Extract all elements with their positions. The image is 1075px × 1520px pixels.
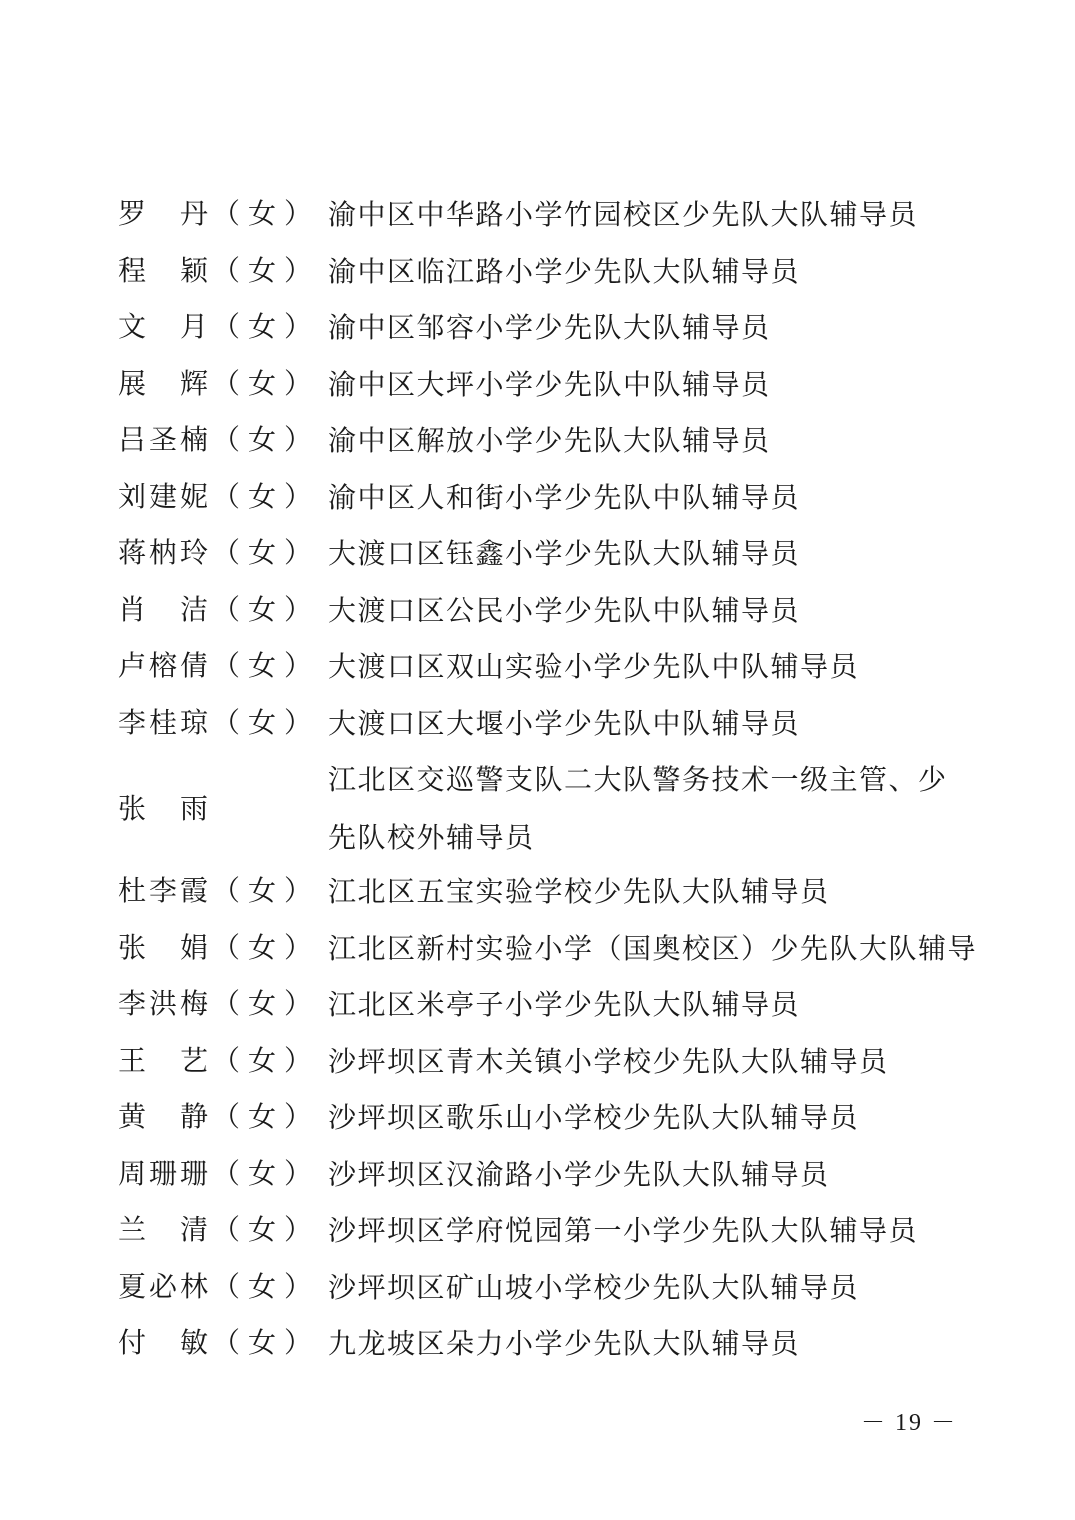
- position-title: 沙坪坝区学府悦园第一小学少先队大队辅导员: [328, 1214, 919, 1247]
- list-item: [118, 188, 978, 245]
- list-item: [118, 471, 978, 528]
- list-item: [118, 1035, 978, 1092]
- list-item: [118, 245, 978, 302]
- person-name: 王 艺: [118, 1043, 208, 1077]
- gender-note: （女）: [212, 1269, 321, 1303]
- gender-note: （女）: [212, 366, 321, 400]
- person-name: 蒋枘玲: [118, 536, 208, 569]
- position-title: [328, 751, 978, 867]
- list-item: [118, 978, 978, 1035]
- position-title: 渝中区中华路小学竹园校区少先队大队辅导员: [328, 198, 919, 231]
- position-title: 沙坪坝区矿山坡小学校少先队大队辅导员: [328, 1270, 860, 1304]
- list-item: [118, 358, 978, 415]
- gender-note: （女）: [212, 1213, 321, 1246]
- list-item: [118, 584, 978, 641]
- position-title: 渝中区大坪小学少先队中队辅导员: [328, 367, 771, 401]
- list-item: [118, 301, 978, 358]
- position-title: 沙坪坝区汉渝路小学少先队大队辅导员: [328, 1157, 830, 1191]
- person-name: 刘建妮: [118, 479, 208, 513]
- list-item: [118, 697, 978, 754]
- position-title-line1: 江北区交巡警支队二大队警务技术一级主管、少: [328, 763, 948, 796]
- gender-note: （女）: [212, 930, 321, 964]
- position-title: 沙坪坝区青木关镇小学校少先队大队辅导员: [328, 1044, 889, 1078]
- position-title: 沙坪坝区歌乐山小学校少先队大队辅导员: [328, 1101, 860, 1134]
- list-item: [118, 753, 978, 865]
- list-item: [118, 865, 978, 922]
- person-name: 李桂琼: [118, 705, 208, 739]
- list-item: [118, 1317, 978, 1374]
- list-item: [118, 1204, 978, 1261]
- person-name: 兰 清: [118, 1213, 208, 1246]
- list-item: [118, 1148, 978, 1205]
- position-title: 大渡口区公民小学少先队中队辅导员: [328, 593, 801, 627]
- position-title: 渝中区邹容小学少先队大队辅导员: [328, 311, 771, 344]
- position-title: 渝中区解放小学少先队大队辅导员: [328, 424, 771, 457]
- position-title: 大渡口区钰鑫小学少先队大队辅导员: [328, 537, 801, 570]
- person-name: 程 颖: [118, 253, 208, 287]
- honoree-list: [118, 188, 978, 1374]
- gender-note: （女）: [212, 310, 321, 343]
- list-item: [118, 640, 978, 697]
- position-title-line2: 先队校外辅导员: [328, 821, 535, 854]
- person-name: 杜李霞: [118, 874, 208, 907]
- gender-note: （女）: [212, 705, 321, 739]
- person-name: 黄 静: [118, 1100, 208, 1133]
- person-name: 张 娟: [118, 930, 208, 964]
- position-title: 江北区新村实验小学（国奥校区）少先队大队辅导: [328, 931, 978, 965]
- gender-note: （女）: [212, 536, 321, 569]
- person-name: 肖 洁: [118, 592, 208, 626]
- position-title: 大渡口区大堰小学少先队中队辅导员: [328, 706, 801, 740]
- person-name: 周珊珊: [118, 1156, 208, 1190]
- position-title: 大渡口区双山实验小学少先队中队辅导员: [328, 650, 860, 683]
- list-item: [118, 1261, 978, 1318]
- person-name: 罗 丹: [118, 197, 208, 230]
- person-name: 展 辉: [118, 366, 208, 400]
- position-title: 江北区五宝实验学校少先队大队辅导员: [328, 875, 830, 908]
- gender-note: （女）: [212, 874, 321, 907]
- person-name: 张 雨: [118, 792, 208, 825]
- gender-note: （女）: [212, 253, 321, 287]
- gender-note: （女）: [212, 1326, 321, 1359]
- gender-note: （女）: [212, 1100, 321, 1133]
- gender-note: （女）: [212, 479, 321, 513]
- gender-note: （女）: [212, 1156, 321, 1190]
- list-item: [118, 1091, 978, 1148]
- person-name: 李洪梅: [118, 987, 208, 1020]
- gender-note: （女）: [212, 197, 321, 230]
- gender-note: （女）: [212, 423, 321, 456]
- person-name: 夏必林: [118, 1269, 208, 1303]
- page-number: － 19 －: [861, 1410, 957, 1436]
- position-title: 九龙坡区朵力小学少先队大队辅导员: [328, 1327, 801, 1360]
- position-title: 江北区米亭子小学少先队大队辅导员: [328, 988, 801, 1021]
- gender-note: （女）: [212, 592, 321, 626]
- list-item: [118, 414, 978, 471]
- position-title: 渝中区临江路小学少先队大队辅导员: [328, 254, 801, 288]
- person-name: 吕圣楠: [118, 423, 208, 456]
- gender-note: （女）: [212, 1043, 321, 1077]
- gender-note: （女）: [212, 987, 321, 1020]
- person-name: 卢榕倩: [118, 649, 208, 682]
- position-title: 渝中区人和街小学少先队中队辅导员: [328, 480, 801, 514]
- list-item: [118, 527, 978, 584]
- person-name: 文 月: [118, 310, 208, 343]
- list-item: [118, 922, 978, 979]
- gender-note: （女）: [212, 649, 321, 682]
- person-name: 付 敏: [118, 1326, 208, 1359]
